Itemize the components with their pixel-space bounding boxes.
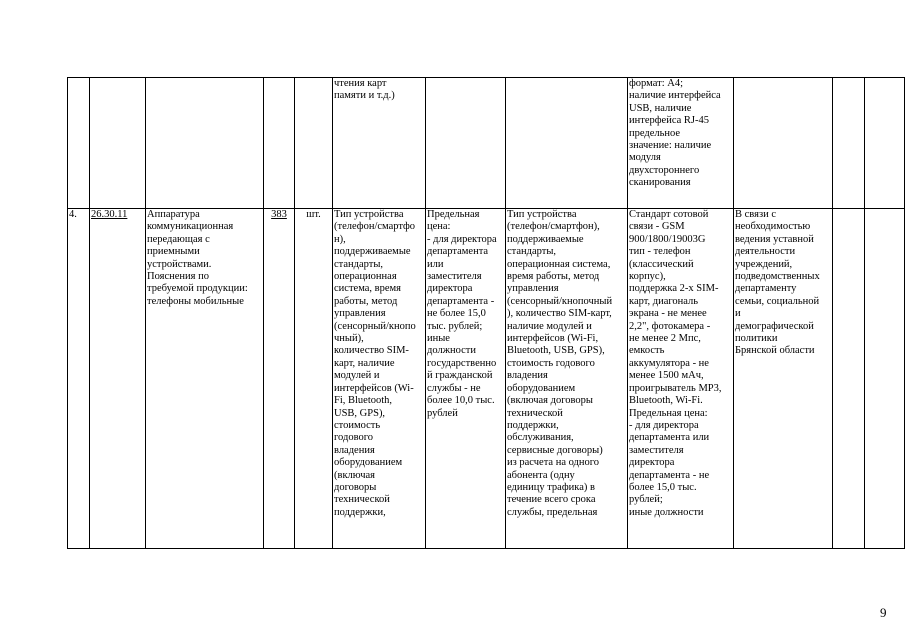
requirements-table (67, 77, 905, 549)
product-name-cell (146, 78, 264, 209)
table-row (68, 78, 905, 209)
okei-code-cell (264, 78, 295, 209)
value-cell: Стандарт сотовой связи - GSM 900/1800/19003G тип - телефон (классический корпус), поддержка 2-х SIM- карт, диагональ экрана - не менее 2,2", фотокамера - не менее 2 Мпс, емкость аккумулятора - не менее 1500 мАч, проигрыватель MP3, Bluetooth, Wi-Fi. Предельная цена: - для директора департамента или заместителя директора департамента - не более 15,0 тыс. рублей; иные должности (628, 209, 734, 549)
page-number: 9 (880, 605, 887, 620)
okpd-code-cell (90, 78, 146, 209)
function-cell (865, 209, 905, 549)
product-name-cell: Аппаратура коммуникационная передающая с приемными устройствами. Пояснения по требуемой продукции: телефоны мобильные (146, 209, 264, 549)
row-number-cell: 4. (68, 209, 90, 549)
function-cell (833, 209, 865, 549)
unit-cell: шт. (295, 209, 333, 549)
row-number-cell (68, 78, 90, 209)
characteristic-cell (506, 78, 628, 209)
value-cell (426, 78, 506, 209)
function-cell (833, 78, 865, 209)
function-cell (865, 78, 905, 209)
justification-cell: В связи с необходимостью ведения уставной деятельности учреждений, подведомственных департаменту семьи, социальной и демографической политики Брянской области (734, 209, 833, 549)
characteristic-cell: чтения карт памяти и т.д.) (333, 78, 426, 209)
justification-cell (734, 78, 833, 209)
table-row (68, 209, 905, 549)
characteristic-cell: Тип устройства (телефон/смартфон), поддерживаемые стандарты, операционная система, время работы, метод управления (сенсорный/кнопочный ), количество SIM-карт, наличие модулей и интерфейсов (Wi-Fi, Bluetooth, USB, GPS), стоимость годового владения оборудованием (включая договоры технической поддержки, обслуживания, сервисные договоры) из расчета на одного абонента (одну единицу трафика) в течение всего срока службы, предельная (506, 209, 628, 549)
okpd-code-link[interactable]: 26.30.11 (90, 209, 146, 549)
unit-cell (295, 78, 333, 209)
value-cell: Предельная цена: - для директора департамента или заместителя директора департамента - не более 15,0 тыс. рублей; иные должности государственно й гражданской службы - не более 10,0 тыс. рублей (426, 209, 506, 549)
value-cell: формат: А4; наличие интерфейса USB, наличие интерфейса RJ-45 предельное значение: наличие модуля двухстороннего сканирования (628, 78, 734, 209)
okei-code-link[interactable]: 383 (264, 209, 295, 549)
characteristic-cell: Тип устройства (телефон/смартфо н), поддерживаемые стандарты, операционная система, время работы, метод управления (сенсорный/кнопо чный), количество SIM- карт, наличие модулей и интерфейсов (Wi- Fi, Bluetooth, USB, GPS), стоимость годового владения оборудованием (включая договоры технической поддержки, (333, 209, 426, 549)
